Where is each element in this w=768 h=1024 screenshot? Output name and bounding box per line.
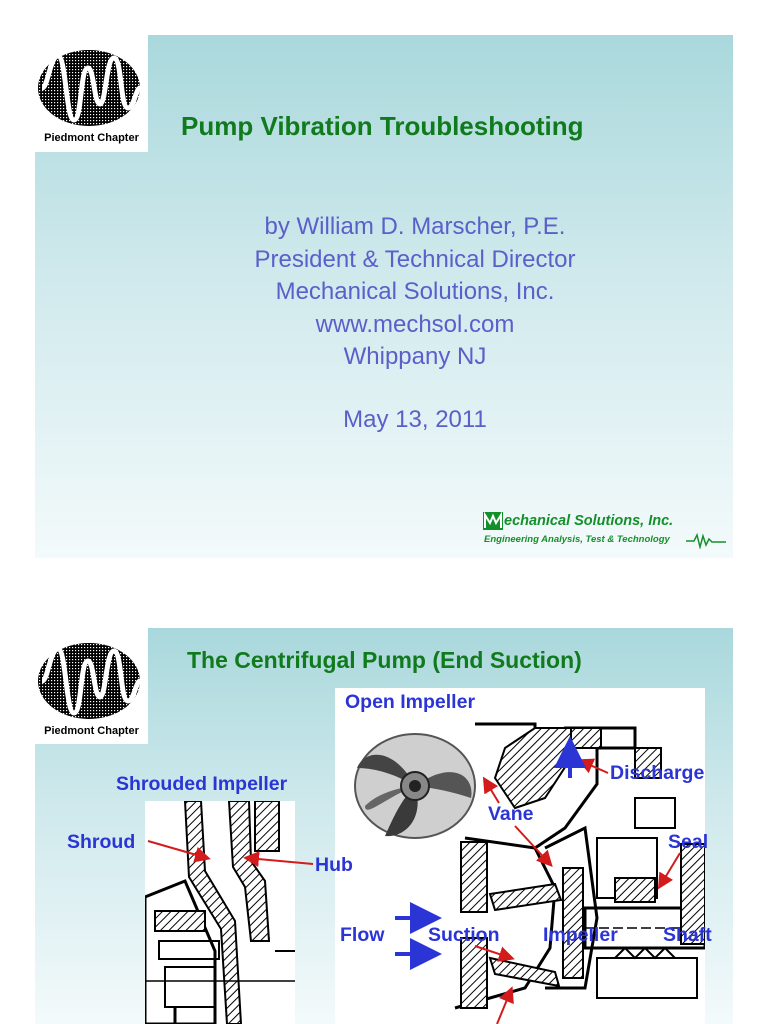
author-name: by William D. Marscher, P.E. bbox=[264, 213, 566, 240]
author-role: President & Technical Director bbox=[254, 245, 576, 273]
label-shroud: Shroud bbox=[67, 831, 136, 853]
label-open-impeller: Open Impeller bbox=[345, 691, 476, 713]
end-suction-pump-icon bbox=[335, 688, 705, 1024]
ms-wave-icon bbox=[686, 533, 726, 549]
author-block bbox=[165, 211, 665, 436]
label-vane: Vane bbox=[488, 803, 534, 825]
presentation-date: May 13, 2011 bbox=[343, 405, 487, 433]
ms-m-mark-icon bbox=[482, 510, 504, 532]
label-shrouded-impeller: Shrouded Impeller bbox=[116, 773, 288, 795]
open-impeller-photo bbox=[355, 734, 475, 838]
company-location: Whippany NJ bbox=[343, 343, 487, 370]
piedmont-logo bbox=[35, 628, 148, 744]
logo-caption: Piedmont Chapter bbox=[44, 725, 139, 737]
label-flow: Flow bbox=[340, 924, 385, 946]
slide-title: Pump Vibration Troubleshooting bbox=[181, 111, 584, 141]
logo-caption: Piedmont Chapter bbox=[44, 132, 139, 144]
shrouded-impeller-drawing bbox=[145, 801, 295, 1024]
slide-title: The Centrifugal Pump (End Suction) bbox=[187, 647, 582, 673]
label-discharge: Discharge bbox=[610, 762, 705, 784]
label-impeller: Impeller bbox=[543, 924, 618, 946]
pump-diagram-slide bbox=[35, 628, 733, 1024]
shrouded-impeller-cross-section-icon bbox=[145, 801, 295, 1024]
label-shaft: Shaft bbox=[663, 924, 712, 946]
company-website: www.mechsol.com bbox=[315, 310, 515, 338]
piedmont-logo bbox=[35, 35, 148, 152]
title-slide bbox=[35, 35, 733, 558]
label-seal: Seal bbox=[668, 831, 709, 853]
vibration-wave-logo-icon bbox=[36, 48, 146, 130]
pump-cross-section-drawing bbox=[335, 688, 705, 1024]
label-hub: Hub bbox=[315, 854, 353, 876]
label-suction: Suction bbox=[428, 924, 500, 946]
ms-company-name: echanical Solutions, Inc. bbox=[504, 513, 674, 529]
ms-tagline: Engineering Analysis, Test & Technology bbox=[484, 534, 670, 545]
vibration-wave-logo-icon bbox=[36, 641, 146, 723]
author-company: Mechanical Solutions, Inc. bbox=[275, 278, 555, 305]
